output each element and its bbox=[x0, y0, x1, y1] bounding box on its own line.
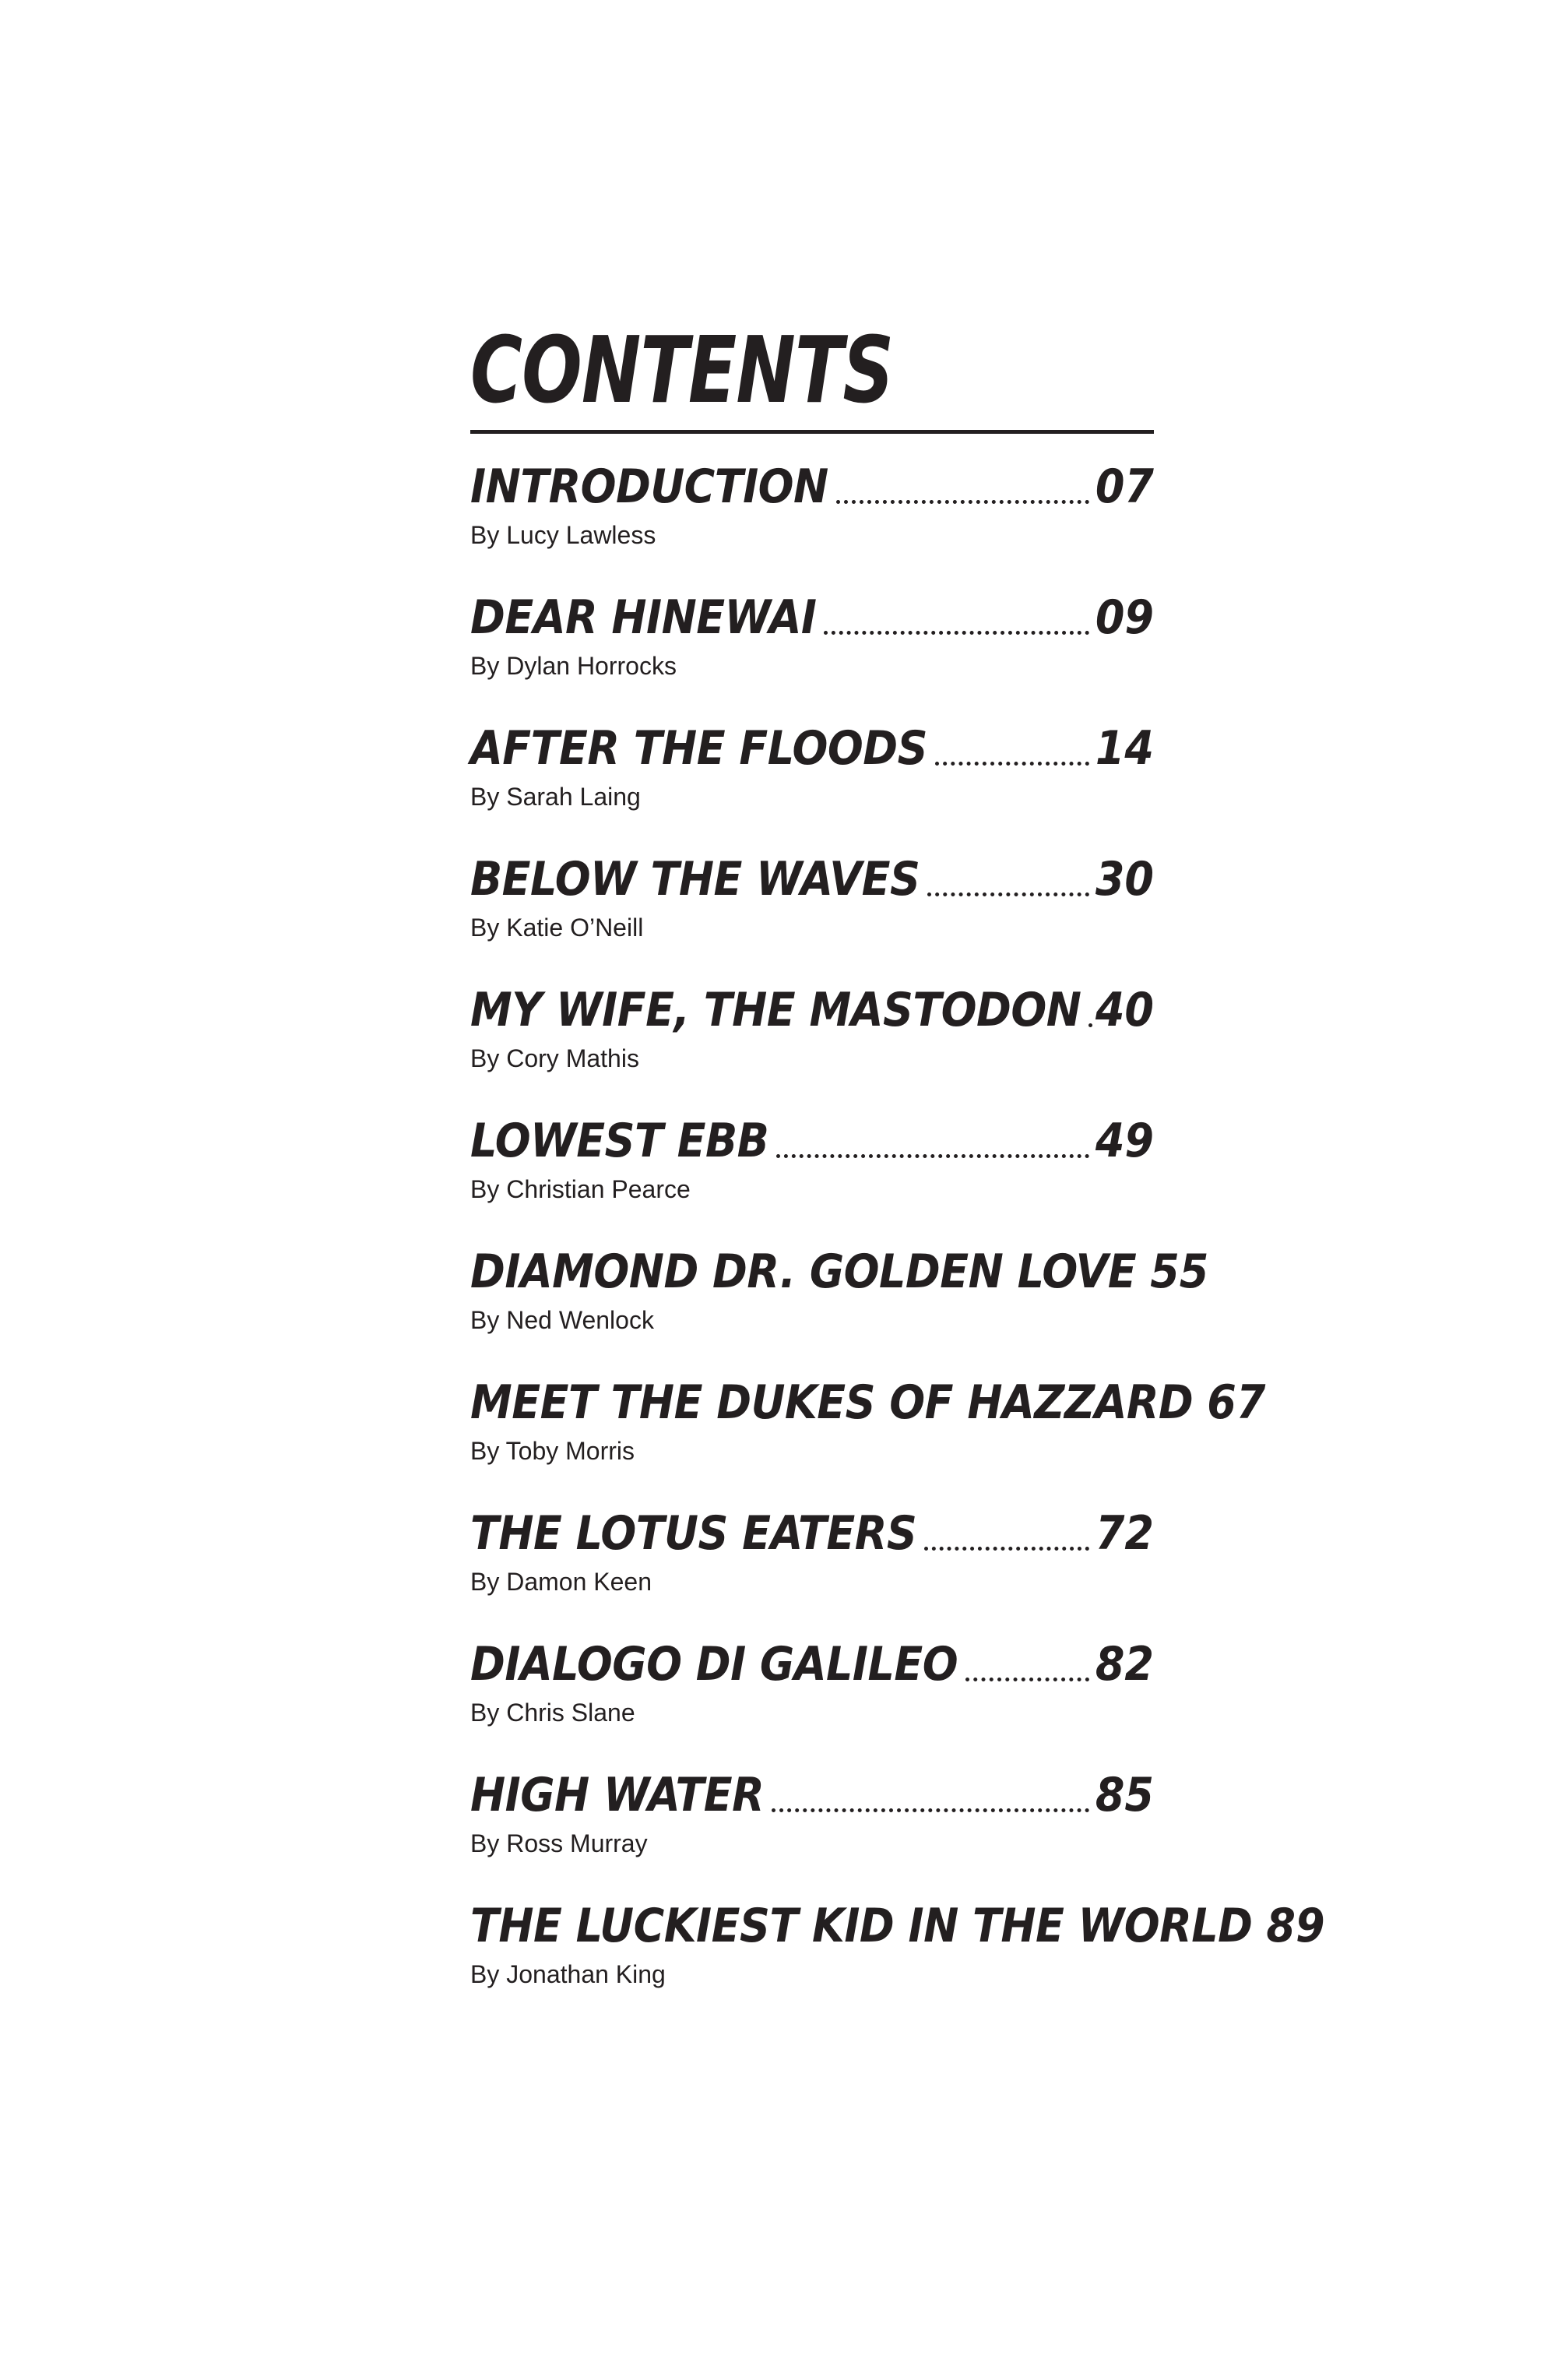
toc-entry-page: 40 bbox=[1095, 983, 1154, 1037]
toc-entry-line bbox=[470, 1764, 1154, 1820]
toc-entry-line bbox=[470, 1502, 1154, 1561]
toc-entry-page: 82 bbox=[1095, 1637, 1154, 1692]
toc-entry-line bbox=[470, 848, 1154, 907]
toc-entry-line bbox=[470, 979, 1154, 1035]
toc-entry-title: DEAR HINEWAI bbox=[470, 590, 817, 645]
toc-entry-line bbox=[470, 1110, 1154, 1166]
dot-leader bbox=[772, 1808, 1089, 1812]
toc-entry-author: By Katie O’Neill bbox=[470, 914, 644, 942]
dot-leader bbox=[824, 631, 1088, 635]
title-divider bbox=[470, 430, 1154, 434]
dot-leader bbox=[776, 1154, 1089, 1158]
dot-leader bbox=[927, 892, 1089, 896]
toc-entry bbox=[470, 586, 1154, 717]
toc-entry bbox=[470, 1241, 1209, 1371]
dot-leader bbox=[836, 500, 1089, 504]
toc-entry-line bbox=[470, 1241, 1209, 1299]
toc-entry-list bbox=[470, 456, 1325, 2026]
toc-entry bbox=[470, 1895, 1325, 2026]
toc-entry bbox=[470, 1764, 1154, 1895]
toc-entry-author: By Christian Pearce bbox=[470, 1175, 691, 1203]
toc-entry-page: 07 bbox=[1095, 459, 1154, 514]
toc-entry-author: By Ross Murray bbox=[470, 1829, 648, 1857]
toc-entry bbox=[470, 1371, 1266, 1502]
dot-leader bbox=[935, 762, 1089, 766]
toc-entry-author: By Dylan Horrocks bbox=[470, 652, 677, 680]
toc-entry-line bbox=[470, 1371, 1266, 1430]
toc-entry-author: By Lucy Lawless bbox=[470, 521, 656, 549]
toc-entry-title: LOWEST EBB bbox=[470, 1114, 769, 1168]
toc-entry-title: DIAMOND DR. GOLDEN LOVE bbox=[470, 1245, 1137, 1299]
dot-leader bbox=[924, 1547, 1089, 1551]
toc-entry-title: MY WIFE, THE MASTODON bbox=[470, 983, 1081, 1037]
toc-entry-line bbox=[470, 456, 1154, 512]
toc-entry-author: By Cory Mathis bbox=[470, 1044, 639, 1072]
toc-entry-title: THE LUCKIEST KID IN THE WORLD bbox=[470, 1899, 1253, 1953]
toc-entry-page: 72 bbox=[1095, 1506, 1154, 1561]
toc-entry-author: By Ned Wenlock bbox=[470, 1306, 654, 1334]
dot-leader bbox=[965, 1678, 1089, 1681]
page-title: CONTENTS bbox=[470, 316, 894, 424]
toc-entry bbox=[470, 979, 1154, 1110]
toc-entry-page: 55 bbox=[1150, 1245, 1209, 1299]
toc-entry-author: By Damon Keen bbox=[470, 1568, 652, 1596]
toc-entry-title: MEET THE DUKES OF HAZZARD bbox=[470, 1375, 1194, 1430]
toc-entry-author: By Jonathan King bbox=[470, 1960, 666, 1988]
toc-entry-page: 30 bbox=[1095, 852, 1154, 907]
toc-entry-line bbox=[470, 1633, 1154, 1692]
toc-entry bbox=[470, 456, 1154, 586]
toc-entry-page: 67 bbox=[1207, 1375, 1266, 1430]
toc-entry-line bbox=[470, 717, 1154, 776]
toc-entry-line bbox=[470, 1895, 1325, 1953]
toc-entry-page: 49 bbox=[1095, 1114, 1154, 1168]
toc-entry-title: AFTER THE FLOODS bbox=[470, 721, 927, 776]
toc-entry bbox=[470, 1633, 1154, 1764]
toc-entry-page: 14 bbox=[1095, 721, 1154, 776]
toc-entry-page: 09 bbox=[1095, 590, 1154, 645]
toc-entry bbox=[470, 1110, 1154, 1241]
toc-entry-author: By Chris Slane bbox=[470, 1699, 635, 1727]
toc-entry-title: DIALOGO DI GALILEO bbox=[470, 1637, 958, 1692]
toc-entry-title: BELOW THE WAVES bbox=[470, 852, 920, 907]
toc-entry bbox=[470, 848, 1154, 979]
toc-entry-title: THE LOTUS EATERS bbox=[470, 1506, 917, 1561]
toc-entry bbox=[470, 1502, 1154, 1633]
toc-entry-title: HIGH WATER bbox=[470, 1768, 765, 1822]
toc-entry-line bbox=[470, 586, 1154, 643]
toc-entry-author: By Toby Morris bbox=[470, 1437, 635, 1465]
toc-entry-page: 89 bbox=[1266, 1899, 1325, 1953]
toc-entry-author: By Sarah Laing bbox=[470, 783, 641, 811]
toc-entry-title: INTRODUCTION bbox=[470, 459, 828, 514]
table-of-contents bbox=[470, 316, 1325, 2026]
toc-entry-page: 85 bbox=[1095, 1768, 1154, 1822]
toc-entry bbox=[470, 717, 1154, 848]
